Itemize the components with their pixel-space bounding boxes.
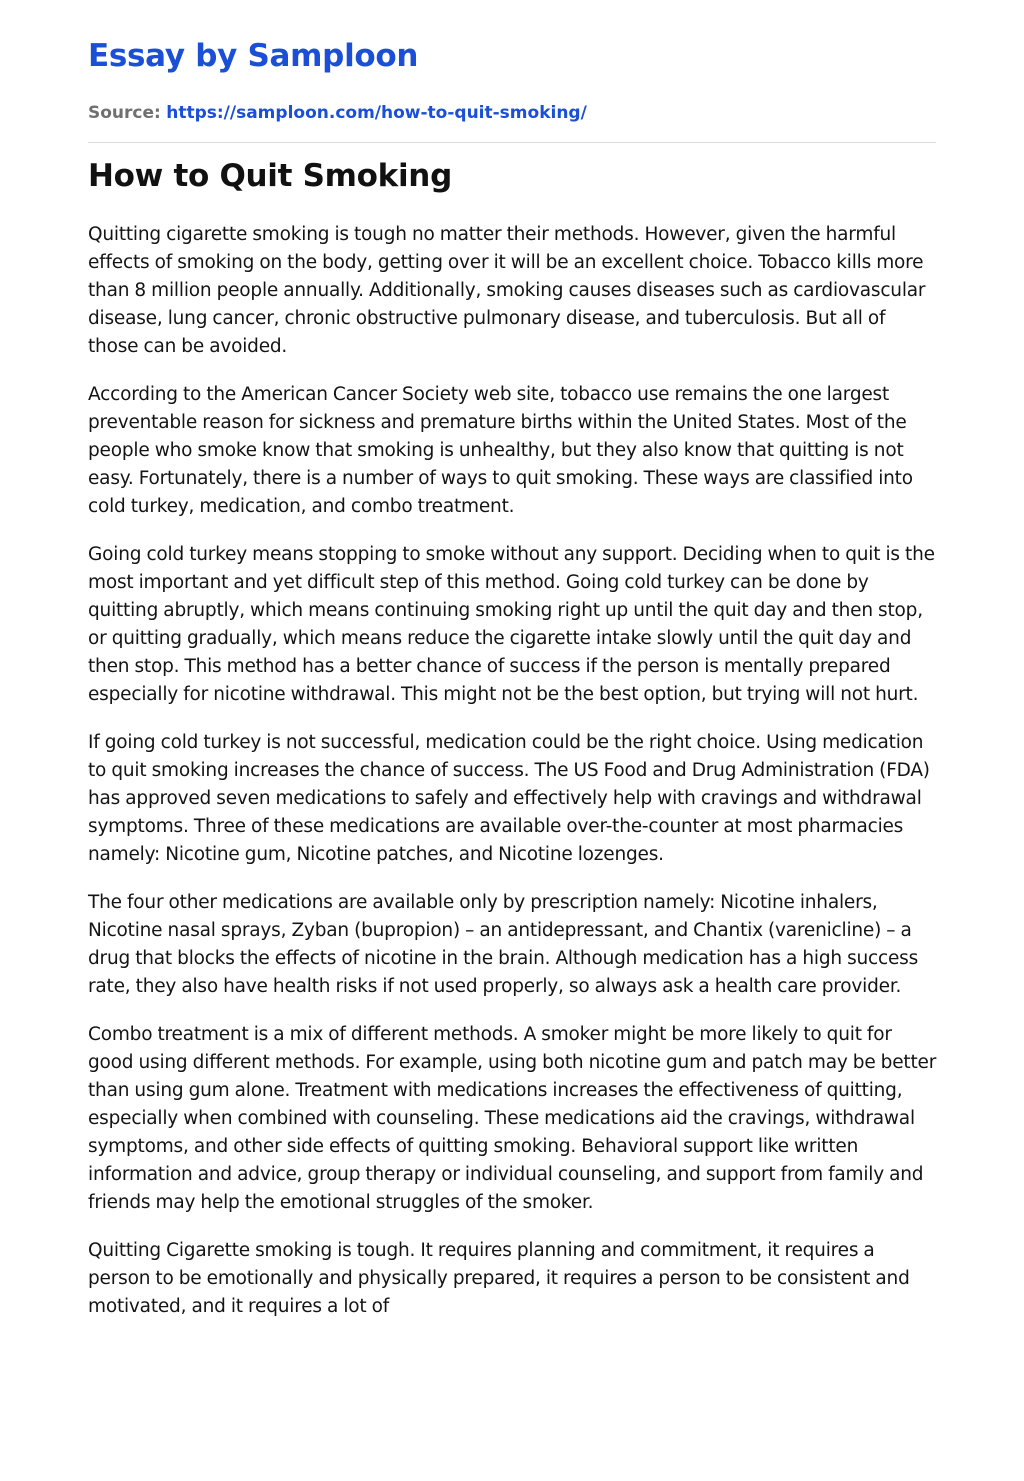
essay-paragraph: Quitting cigarette smoking is tough no matter their methods. However, given the harmful effects of smoking on the body, getting over it will be an excellent choice. Tobacco kills more than 8 million people annually. Additionally, smoking causes diseases such as cardiovascular disease, lung cancer, chronic obstructive pulmonary disease, and tuberculosis. But all of those can be avoided. — [88, 224, 926, 357]
essay-body — [88, 221, 938, 1341]
source-line — [88, 102, 587, 124]
essay-paragraph: Quitting Cigarette smoking is tough. It requires planning and commitment, it requires a person to be emotionally and physically prepared, it requires a person to be consistent and motivated, and it requires a lot of — [88, 1240, 910, 1317]
essay-paragraph: According to the American Cancer Society web site, tobacco use remains the one largest preventable reason for sickness and premature births within the United States. Most of the people who smoke know that smoking is unhealthy, but they also know that quitting is not easy. Fortunately, there is a number of ways to quit smoking. These ways are classified into cold turkey, medication, and combo treatment. — [88, 384, 913, 517]
header-divider — [88, 142, 936, 143]
source-label: Source: — [88, 103, 161, 123]
essay-paragraph: If going cold turkey is not successful, medication could be the right choice. Using medication to quit smoking increases the chance of success. The US Food and Drug Administration (FDA) has approved seven medications to safely and effectively help with cravings and withdrawal symptoms. Three of these medications are available over-the-counter at most pharmacies namely: Nicotine gum, Nicotine patches, and Nicotine lozenges. — [88, 732, 930, 865]
essay-paragraph: Combo treatment is a mix of different methods. A smoker might be more likely to quit for good using different methods. For example, using both nicotine gum and patch may be better than using gum alone. Treatment with medications increases the effectiveness of quitting, especially when combined with counseling. These medications aid the cravings, withdrawal symptoms, and other side effects of quitting smoking. Behavioral support like written information and advice, group therapy or individual counseling, and support from family and friends may help the emotional struggles of the smoker. — [88, 1024, 937, 1213]
source-link[interactable]: https://samploon.com/how-to-quit-smoking/ — [166, 103, 587, 123]
site-brand-title: Essay by Samploon — [88, 38, 419, 74]
essay-paragraph: The four other medications are available only by prescription namely: Nicotine inhalers, Nicotine nasal sprays, Zyban (bupropion) – an antidepressant, and Chantix (varenicline) – a drug that blocks the effects of nicotine in the brain. Although medication has a high success rate, they also have health risks if not used properly, so always ask a health care provider. — [88, 892, 919, 997]
essay-paragraph: Going cold turkey means stopping to smoke without any support. Deciding when to quit is the most important and yet difficult step of this method. Going cold turkey can be done by quitting abruptly, which means continuing smoking right up until the quit day and then stop, or quitting gradually, which means reduce the cigarette intake slowly until the quit day and then stop. This method has a better chance of success if the person is mentally prepared especially for nicotine withdrawal. This might not be the best option, but trying will not hurt. — [88, 544, 935, 705]
essay-title: How to Quit Smoking — [88, 158, 452, 194]
